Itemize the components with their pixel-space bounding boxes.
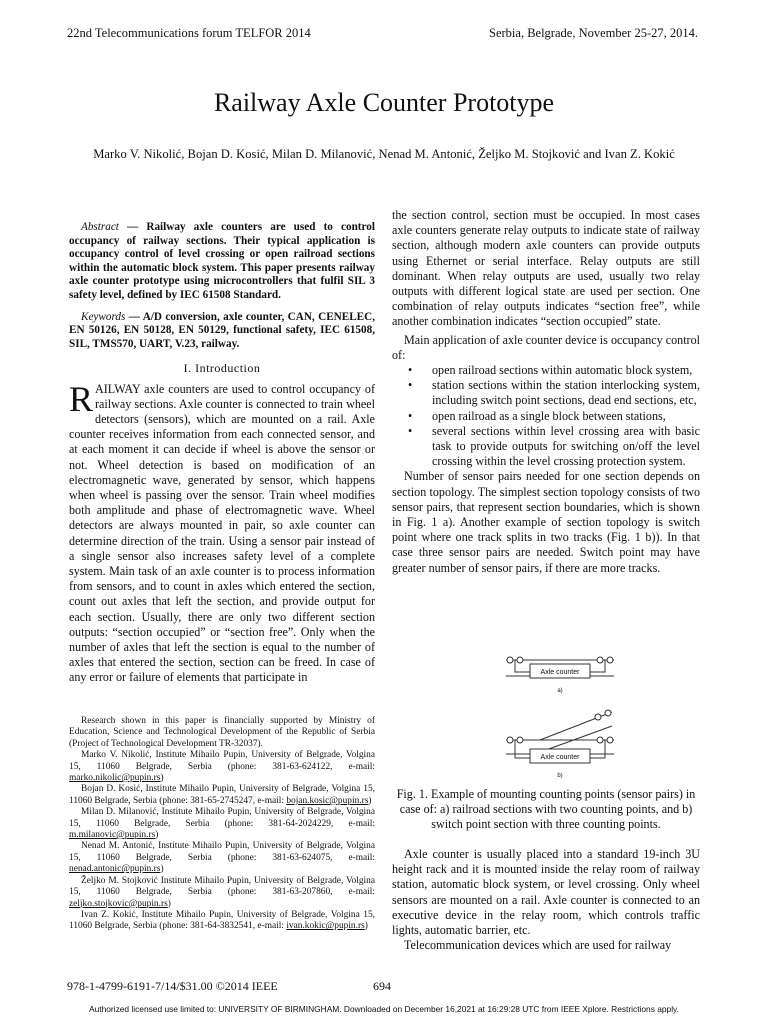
email-link[interactable]: nenad.antonic@pupin.rs — [69, 864, 161, 875]
sensor-icon — [607, 657, 613, 663]
sensor-icon — [597, 657, 603, 663]
list-item: • station sections within the station interlocking system, including switch point sections, dead end sections, etc, — [432, 378, 700, 408]
author-list: Marko V. Nikolić, Bojan D. Kosić, Milan D. Milanović, Nenad M. Antonić, Željko M. Stojković and Ivan Z. Kokić — [93, 147, 675, 161]
abstract-text: — Railway axle counters are used to control occupancy of railway sections. Their typical application is occupancy control of level crossing or open railroad sections within the automatic block system. This paper presents railway axle counter prototype using microcontrollers that fulfil SIL 3 safety level, defined by IEC 61508 Standard. — [69, 221, 376, 301]
footnote-author-0: Marko V. Nikolić, Institute Mihailo Pupin, University of Belgrade, Volgina 15, 11060 Belgrade, Serbia (phone: 381-63-624122, e-mail: marko.nikolic@pupin.rs) — [69, 750, 375, 784]
footnote-author-text: Marko V. Nikolić, Institute Mihailo Pupin, University of Belgrade, Volgina 15, 11060 Belgrade, Serbia (phone: 381-63-624122, e-mail: — [69, 750, 375, 772]
author-footnote — [69, 716, 375, 933]
introduction-text: AILWAY axle counters are used to control occupancy of railway sections. Axle counter is connected to train wheel detectors (sensors), which are mounted on a rail. Axle counter receives information from each connected sensor, and at each moment it can decide if wheel is above the sensor or not. Wheel detection is based on modification of an electromagnetic wave, generated by sensor, which happens when wheel is passing over the sensor. Train wheel modifies both amplitude and phase of electromagnetic wave. Wheel detectors are always mounted in pair, so axle counter can determine direction of the train. Using a sensor pair instead of a single sensor also increases safety level of a complete system. Main task of an axle counter is to process information from sensors, and to count in axles which entered the section, count out axles that left the section, and provide output for each section. Usually, there are only two different section outputs: “section occupied” or “section free”. Only when the number of axles that left the section is equal to the number of axles that entered the section, section can be freed. In case of any error or failure of elements that participate in — [69, 381, 375, 685]
footnote-author-2: Milan D. Milanović, Institute Mihailo Pupin, University of Belgrade, Volgina 15, 11060 Belgrade, Serbia (phone: 381-64-2024229, e-mail: m.milanovic@pupin.rs) — [69, 807, 375, 841]
email-link[interactable]: marko.nikolic@pupin.rs — [69, 773, 161, 784]
introduction-paragraph — [69, 378, 375, 686]
connector-line — [515, 740, 530, 758]
figure-axle-counter-diagram — [500, 646, 620, 782]
funding-note: Research shown in this paper is financially supported by Ministry of Education, Science and Technological Development of the Republic of Serbia (Project of Technological Development TR-32037). — [69, 716, 375, 749]
connector-line — [590, 740, 605, 758]
keywords-text: — A/D conversion, axle counter, CAN, CENELEC, EN 50126, EN 50128, EN 50129, functional safety, IEC 61508, SIL, TMS570, UART, V.23, railway. — [69, 310, 375, 350]
sensor-icon — [517, 737, 523, 743]
email-link[interactable]: zeljko.stojkovic@pupin.rs — [69, 898, 168, 909]
right-column — [392, 208, 700, 576]
sensor-icon — [605, 710, 611, 716]
email-link[interactable]: ivan.kokic@pupin.rs — [286, 921, 365, 932]
sensor-icon — [597, 737, 603, 743]
footnote-author-text: Bojan D. Kosić, Institute Mihailo Pupin, University of Belgrade, Volgina 15, 11060 Belgrade, Serbia (phone: 381-65-2745247, e-mail: — [69, 784, 375, 806]
paragraph-telecom: Telecommunication devices which are used for railway — [404, 938, 672, 953]
abstract — [69, 221, 375, 303]
figure-caption: Fig. 1. Example of mounting counting points (sensor pairs) in case of: a) railroad sections with two counting points, and b) switch point section with three counting points. — [396, 787, 696, 832]
box-label-b: Axle counter — [540, 754, 580, 761]
subfigure-label-a: a) — [557, 688, 563, 694]
paragraph-main-application: Main application of axle counter device is occupancy control of: — [392, 332, 700, 362]
paragraph-section-control: the section control, section must be occupied. In most cases axle counters generate relay outputs to indicate state of railway section, although modern axle counters can provide outputs using Ethernet or serial interface. Relay outputs are still dominant. When relay outputs are used, usually two relay outputs with different logical state are used per section. One combination of relay outputs indicates “section free”, while another combination indicates “section occupied” state. — [392, 208, 700, 329]
email-link[interactable]: m.milanovic@pupin.rs — [69, 830, 156, 841]
footnote-author-3: Nenad M. Antonić, Institute Mihailo Pupin, University of Belgrade, Volgina 15, 11060 Belgrade, Serbia (phone: 381-63-624075, e-mail: nenad.antonic@pupin.rs) — [69, 841, 375, 875]
running-header-right: Serbia, Belgrade, November 25-27, 2014. — [489, 26, 698, 40]
sensor-icon — [507, 737, 513, 743]
list-item: • several sections within level crossing area with basic task to provide outputs for switching on/off the level crossing within the level crossing protection system. — [432, 424, 700, 470]
sensor-icon — [517, 657, 523, 663]
running-header-left: 22nd Telecommunications forum TELFOR 2014 — [67, 26, 311, 40]
keywords — [69, 311, 375, 352]
email-link[interactable]: bojan.kosic@pupin.rs — [286, 795, 369, 806]
application-list — [392, 363, 700, 469]
abstract-label: Abstract — [81, 221, 119, 233]
left-column — [69, 221, 375, 686]
sensor-icon — [507, 657, 513, 663]
paper-title: Railway Axle Counter Prototype — [213, 88, 555, 117]
footnote-author-text: Nenad M. Antonić, Institute Mihailo Pupin, University of Belgrade, Volgina 15, 11060 Belgrade, Serbia (phone: 381-63-624075, e-mail: — [69, 841, 375, 863]
footnote-author-5: Ivan Z. Kokić, Institute Mihailo Pupin, University of Belgrade, Volgina 15, 11060 Belgrade, Serbia (phone: 381-64-3832541, e-mail: ivan.kokic@pupin.rs) — [69, 909, 375, 932]
paragraph-sensor-pairs: Number of sensor pairs needed for one section depends on section topology. The simplest section topology consists of two sensor pairs, that represent section boundaries, which is shown in Fig. 1 a). Another example of section topology is switch point where one track splits in two tracks (Fig. 1 b)). In that case three sensor pairs are needed. Switch point may have greater number of sensor pairs, if there are more tracks. — [392, 469, 700, 575]
footnote-author-1: Bojan D. Kosić, Institute Mihailo Pupin, University of Belgrade, Volgina 15, 11060 Belgrade, Serbia (phone: 381-65-2745247, e-mail: bojan.kosic@pupin.rs) — [69, 784, 375, 806]
page-number: 694 — [373, 979, 391, 993]
subfigure-label-b: b) — [557, 773, 563, 779]
right-column-lower — [392, 847, 700, 953]
sensor-icon — [607, 737, 613, 743]
footnote-author-text: Milan D. Milanović, Institute Mihailo Pupin, University of Belgrade, Volgina 15, 11060 Belgrade, Serbia (phone: 381-64-2024229, e-mail: — [69, 807, 375, 829]
list-item: • open railroad as a single block between stations, — [432, 409, 700, 424]
paragraph-rack: Axle counter is usually placed into a standard 19-inch 3U height rack and it is mounted inside the relay room of railway station, automatic block system, or level crossing. Only wheel sensors are mounted on a rail. Axle counter is connected to an executive device in the relay room, which controls traffic lights, automatic barrier, etc. — [392, 847, 700, 938]
section-heading-introduction: I. Introduction — [183, 361, 261, 376]
sensor-icon — [595, 714, 601, 720]
drop-cap: R — [69, 378, 94, 419]
license-notice: Authorized licensed use limited to: UNIVERSITY OF BIRMINGHAM. Downloaded on December 16,2021 at 16:29:28 UTC from IEEE Xplore. Restrictions apply. — [89, 1004, 679, 1014]
keywords-label: Keywords — [81, 310, 126, 323]
box-label-a: Axle counter — [540, 669, 580, 676]
footnote-author-text: Željko M. Stojković Institute Mihailo Pupin, University of Belgrade, Volgina 15, 11060 Belgrade, Serbia (phone: 381-63-207860, e-mail: — [69, 875, 375, 898]
isbn-footer: 978-1-4799-6191-7/14/$31.00 ©2014 IEEE — [67, 979, 278, 993]
list-item: • open railroad sections within automatic block system, — [432, 363, 700, 378]
footnote-author-4: Željko M. Stojković Institute Mihailo Pupin, University of Belgrade, Volgina 15, 11060 Belgrade, Serbia (phone: 381-63-207860, e-mail: zeljko.stojkovic@pupin.rs) — [69, 875, 375, 909]
footnote-author-text: Ivan Z. Kokić, Institute Mihailo Pupin, University of Belgrade, Volgina 15, 11060 Belgrade, Serbia (phone: 381-64-3832541, e-mail: — [69, 909, 375, 932]
